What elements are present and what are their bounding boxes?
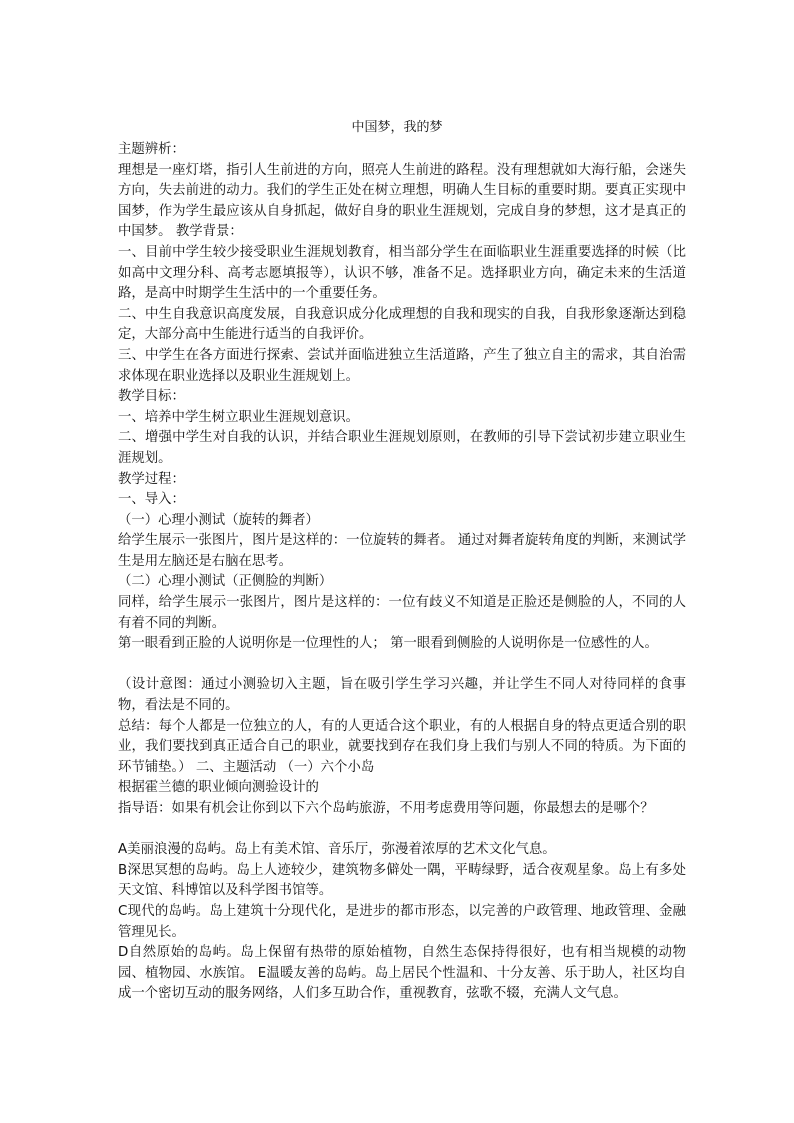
paragraph: （一）心理小测试（旋转的舞者） bbox=[118, 512, 319, 528]
paragraph: C现代的岛屿。岛上建筑十分现代化，是进步的都市形态，以完善的户政管理、地政管理、金融管理见长。 bbox=[118, 903, 686, 940]
paragraph: （设计意图：通过小测验切入主题，旨在吸引学生学习兴趣，并让学生不同人对待同样的食事物，看法是不同的。 bbox=[118, 677, 686, 714]
paragraph: （二）心理小测试（正侧脸的判断） bbox=[118, 574, 333, 590]
document-title: 中国梦，我的梦 bbox=[351, 120, 443, 135]
paragraph: 理想是一座灯塔，指引人生前进的方向，照亮人生前进的路程。没有理想就如大海行船，会迷失方向，失去前进的动力。我们的学生正处在树立理想，明确人生目标的重要时期。要真正实现中国梦，作为学生最应该从自身抓起，做好自身的职业生涯规划，完成自身的梦想，这才是真正的中国梦。 教学背景： bbox=[118, 162, 686, 240]
paragraph: 指导语：如果有机会让你到以下六个岛屿旅游，不用考虑费用等问题，你最想去的是哪个？ bbox=[118, 801, 654, 816]
paragraph: 总结：每个人都是一位独立的人，有的人更适合这个职业，有的人根据自身的特点更适合别的职业，我们要找到真正适合自己的职业，就要找到存在我们身上我们与别人不同的特质。为下面的环节铺垫。） 二、主题活动 （一）六个小岛 bbox=[118, 718, 686, 775]
section-heading: 教学目标： bbox=[118, 389, 185, 405]
paragraph: 根据霍兰德的职业倾向测验设计的 bbox=[118, 780, 319, 796]
paragraph: 二、增强中学生对自我的认识，并结合职业生涯规划原则，在教师的引导下尝试初步建立职业生涯规划。 bbox=[118, 430, 686, 466]
paragraph: 同样，给学生展示一张图片，图片是这样的：一位有歧义不知道是正脸还是侧脸的人，不同的人有着不同的判断。 bbox=[118, 595, 686, 631]
paragraph: 二、中生自我意识高度发展，自我意识成分化成理想的自我和现实的自我，自我形象逐渐达到稳定，大部分高中生能进行适当的自我评价。 bbox=[118, 306, 686, 343]
blank-line bbox=[118, 655, 686, 676]
section-heading: 主题辨析： bbox=[118, 142, 185, 157]
document-body bbox=[118, 140, 686, 1005]
paragraph: B深思冥想的岛屿。岛上人迹较少，建筑物多僻处一隅，平畴绿野，适合夜观星象。岛上有多处天文馆、科博馆以及科学图书馆等。 bbox=[118, 862, 686, 899]
paragraph: D自然原始的岛屿。岛上保留有热带的原始植物，自然生态保持得很好，也有相当规模的动物园、植物园、水族馆。 E温暖友善的岛屿。岛上居民个性温和、十分友善、乐于助人，社区均自成一个密切互动的服务网络，人们多互助合作，重视教育，弦歌不辍，充满人文气息。 bbox=[118, 945, 686, 1002]
paragraph: 一、目前中学生较少接受职业生涯规划教育，相当部分学生在面临职业生涯重要选择的时候（比如高中文理分科、高考志愿填报等），认识不够，准备不足。选择职业方向，确定未来的生活道路，是高中时期学生生活中的一个重要任务。 bbox=[118, 244, 686, 302]
paragraph: 一、培养中学生树立职业生涯规划意识。 bbox=[118, 409, 360, 425]
blank-line bbox=[118, 820, 686, 841]
paragraph: A美丽浪漫的岛屿。岛上有美术馆、音乐厅，弥漫着浓厚的艺术文化气息。 bbox=[118, 842, 556, 858]
paragraph: 三、中学生在各方面进行探索、尝试并面临进独立生活道路，产生了独立自主的需求，其自治需求体现在职业选择以及职业生涯规划上。 bbox=[118, 347, 686, 384]
paragraph: 第一眼看到正脸的人说明你是一位理性的人； 第一眼看到侧脸的人说明你是一位感性的人。 bbox=[118, 636, 658, 652]
paragraph: 一、导入： bbox=[118, 492, 185, 508]
section-heading: 教学过程： bbox=[118, 471, 185, 487]
paragraph: 给学生展示一张图片，图片是这样的：一位旋转的舞者。 通过对舞者旋转角度的判断，来测试学生是用左脑还是右脑在思考。 bbox=[118, 533, 686, 569]
